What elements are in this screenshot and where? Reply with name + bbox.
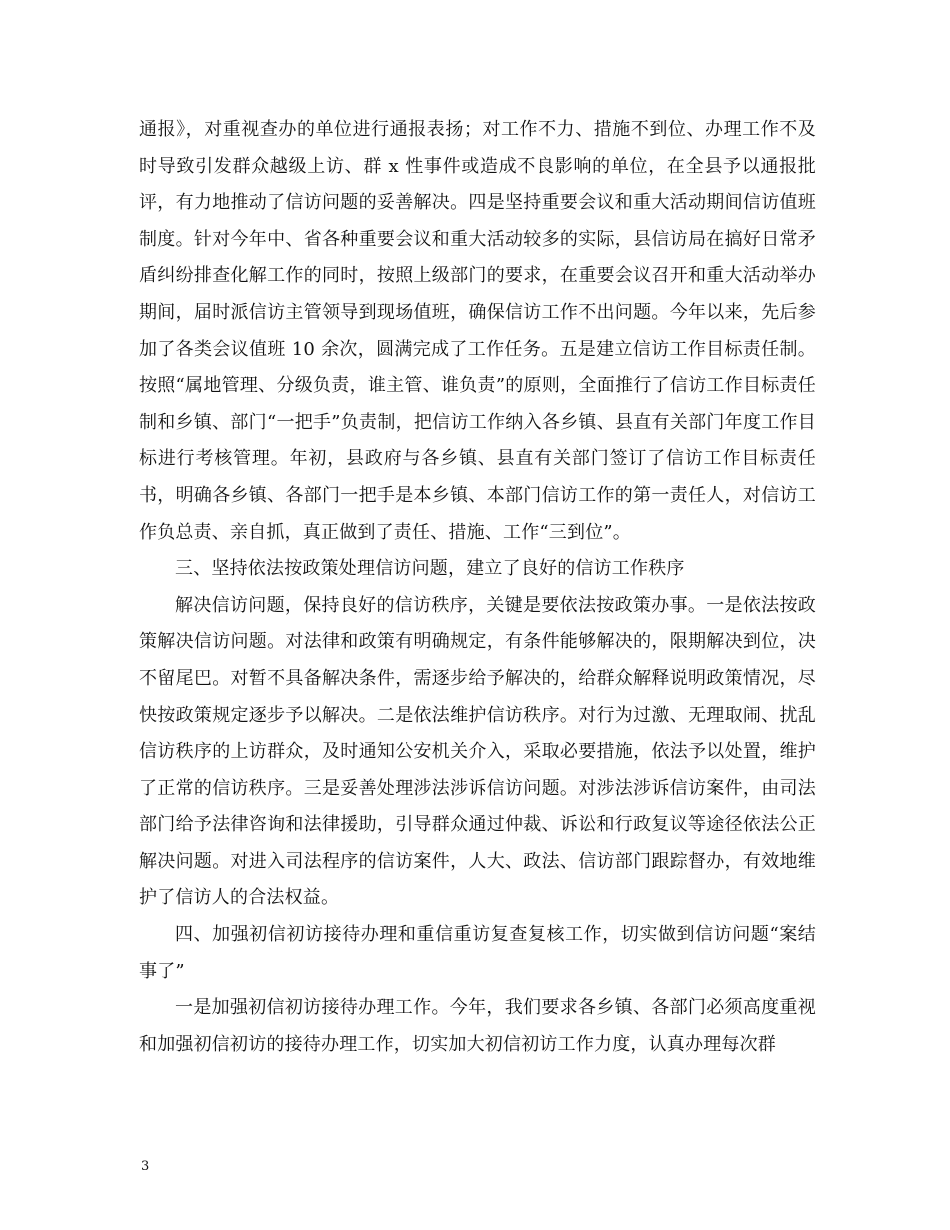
section-heading-4: 四、加强初信初访接待办理和重信重访复查复核工作，切实做到信访问题“案结事了” bbox=[139, 924, 816, 982]
section-heading-3: 三、坚持依法按政策处理信访问题，建立了良好的信访工作秩序 bbox=[175, 558, 685, 580]
page-number: 3 bbox=[141, 1159, 150, 1174]
paragraph-section-3-body: 解决信访问题，保持良好的信访秩序，关键是要依法按政策办事。一是依法按政策解决信访问题。对法律和政策有明确规定，有条件能够解决的，限期解决到位，决不留尾巴。对暂不具备解决条件，需逐步给予解决的，给群众解释说明政策情况，尽快按政策规定逐步予以解决。二是依法维护信访秩序。对行为过激、无理取闹、扰乱信访秩序的上访群众，及时通知公安机关介入，采取必要措施，依法予以处置，维护了正常的信访秩序。三是妥善处理涉法涉诉信访问题。对涉法涉诉信访案件，由司法部门给予法律咨询和法律援助，引导群众通过仲裁、诉讼和行政复议等途径依法公正解决问题。对进入司法程序的信访案件，人大、政法、信访部门跟踪督办，有效地维护了信访人的合法权益。 bbox=[139, 594, 816, 909]
paragraph-section-4-body: 一是加强初信初访接待办理工作。今年，我们要求各乡镇、各部门必须高度重视和加强初信初访的接待办理工作，切实加大初信初访工作力度，认真办理每次群 bbox=[139, 997, 816, 1055]
paragraph-continuation: 通报》，对重视查办的单位进行通报表扬；对工作不力、措施不到位、办理工作不及时导致引发群众越级上访、群 x 性事件或造成不良影响的单位，在全县予以通报批评，有力地推动了信访问题的妥善解决。四是坚持重要会议和重大活动期间信访值班制度。针对今年中、省各种重要会议和重大活动较多的实际，县信访局在搞好日常矛盾纠纷排查化解工作的同时，按照上级部门的要求，在重要会议召开和重大活动举办期间，届时派信访主管领导到现场值班，确保信访工作不出问题。今年以来，先后参加了各类会议值班 10 余次，圆满完成了工作任务。五是建立信访工作目标责任制。按照“属地管理、分级负责，谁主管、谁负责”的原则，全面推行了信访工作目标责任制和乡镇、部门“一把手”负责制，把信访工作纳入各乡镇、县直有关部门年度工作目标进行考核管理。年初，县政府与各乡镇、县直有关部门签订了信访工作目标责任书，明确各乡镇、各部门一把手是本乡镇、本部门信访工作的第一责任人，对信访工作负总责、亲自抓，真正做到了责任、措施、工作“三到位”。 bbox=[139, 119, 816, 543]
document-body bbox=[139, 112, 816, 1063]
